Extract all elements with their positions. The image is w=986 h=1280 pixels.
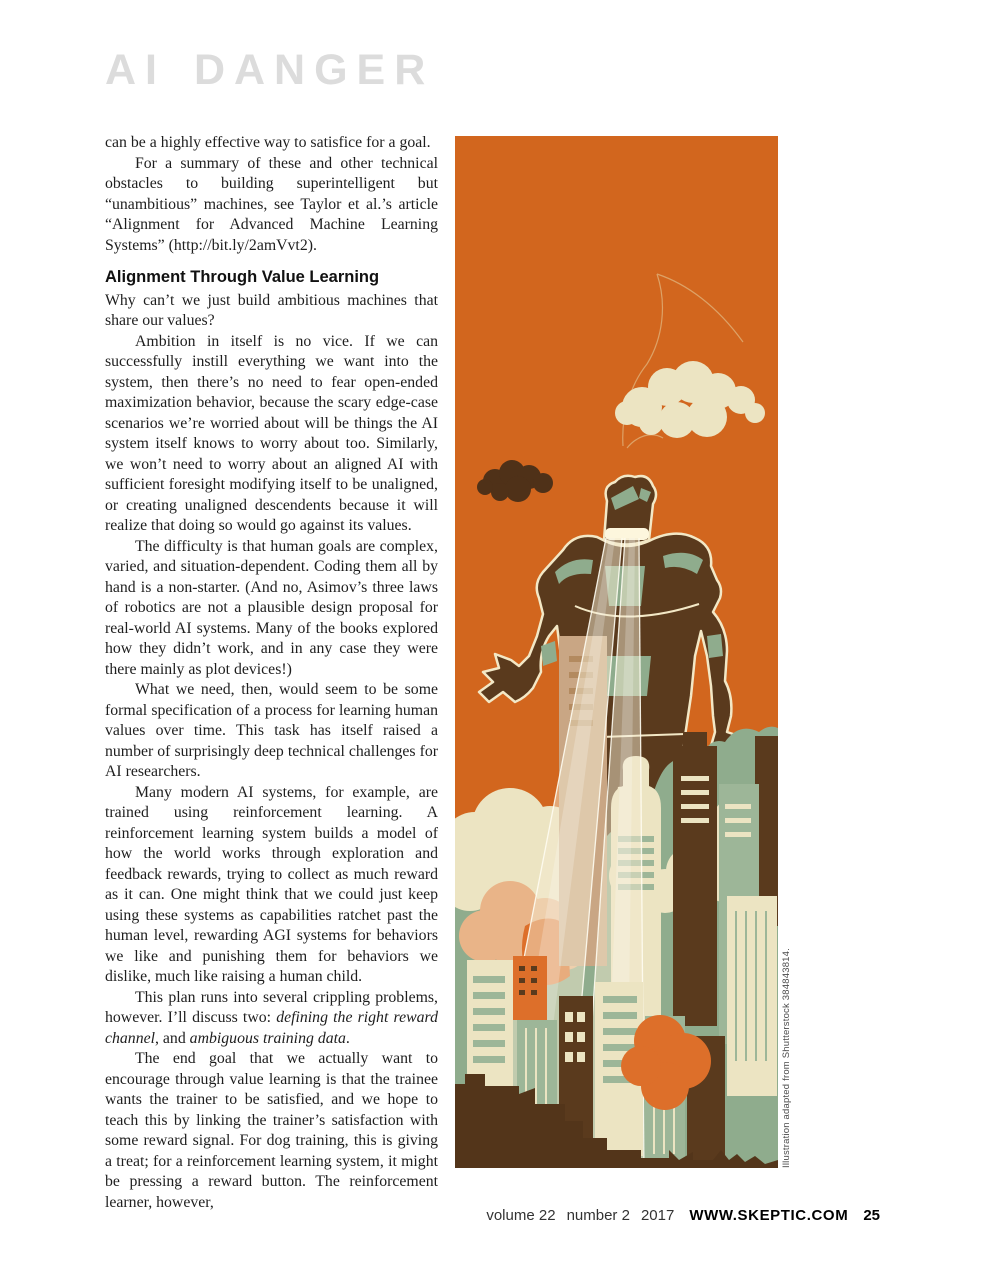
- website-label: WWW.SKEPTIC.COM: [689, 1207, 849, 1224]
- page-title: AI DANGER: [105, 46, 435, 94]
- paragraph: The end goal that we actually want to encourage through value learning is that the trainee wants the trainer to be satisfied, and we hope to teach this by linking the trainer’s satisfaction with some reward signal. For dog training, this is giving a treat; for a reinforcement learning system, it might be pressing a reward button. The reinforcement learner, however,: [105, 1050, 438, 1211]
- section-heading: Alignment Through Value Learning: [105, 268, 380, 286]
- year-label: 2017: [640, 1207, 675, 1224]
- illustration-credit: Illustration adapted from Shutterstock 384843814.: [781, 948, 792, 1168]
- paragraph: [105, 988, 438, 1050]
- paragraph-text: This plan runs into several crippling problems, however. I’ll discuss two:: [105, 988, 438, 1026]
- robot-city-illustration: [455, 136, 778, 1168]
- page-number: 25: [863, 1207, 880, 1224]
- paragraph: What we need, then, would seem to be some formal specification of a process for learning human values over time. This task has itself raised a number of surprisingly deep technical challenges for AI researchers.: [105, 681, 438, 780]
- number-label: number 2: [566, 1207, 630, 1224]
- dark-tower: [673, 732, 717, 1026]
- italic-phrase: ambiguous training data: [189, 1029, 346, 1047]
- issue-info: [486, 1207, 674, 1224]
- page-footer: [486, 1207, 880, 1224]
- paragraph: The difficulty is that human goals are complex, varied, and situation-dependent. Coding them all by hand is a non-starter. (And no, Asimov’s three laws of robotics are not a plausible design proposal for real-world AI systems. Many of the books explored how they didn’t work, and in any case they were there mainly as plot devices!): [105, 537, 438, 678]
- paragraph: For a summary of these and other technical obstacles to building superintelligent but “unambitious” machines, see Taylor et al.’s article “Alignment for Advanced Machine Learning Systems” (http://bit.ly/2amVvt2).: [105, 154, 438, 254]
- paragraph-text: , and: [155, 1029, 190, 1047]
- paragraph: Many modern AI systems, for example, are trained using reinforcement learning. A reinforcement learning system builds a model of how the world works through exploration and feedback rewards, trying to collect as much reward as it can. One might think that we could just keep using these systems as capabilities ratchet past the human level, rewarding AGI systems for behaviors we like and punishing them for behaviors we dislike, much like raising a human child.: [105, 783, 438, 985]
- paragraph: can be a highly effective way to satisfice for a goal.: [105, 134, 431, 151]
- italic-phrase: defining the right reward channel: [105, 1009, 438, 1047]
- paragraph-text: .: [345, 1029, 350, 1047]
- robot-city-artwork: [455, 136, 778, 1168]
- paragraph: Ambition in itself is no vice. If we can successfully instill everything we want into the system, then there’s no need to fear open-ended maximization behavior, because the scary edge-case scenarios we’re worried about will be things the AI system itself knows to worry about too. Similarly, we won’t need to worry about an aligned AI with sufficient foresight modifying itself to be unaligned, or creating unaligned descendents because it will realize that doing so would go against its values.: [105, 332, 438, 534]
- volume-label: volume 22: [486, 1207, 556, 1224]
- paragraph: Why can’t we just build ambitious machines that share our values?: [105, 291, 438, 329]
- article-column: [105, 133, 438, 1213]
